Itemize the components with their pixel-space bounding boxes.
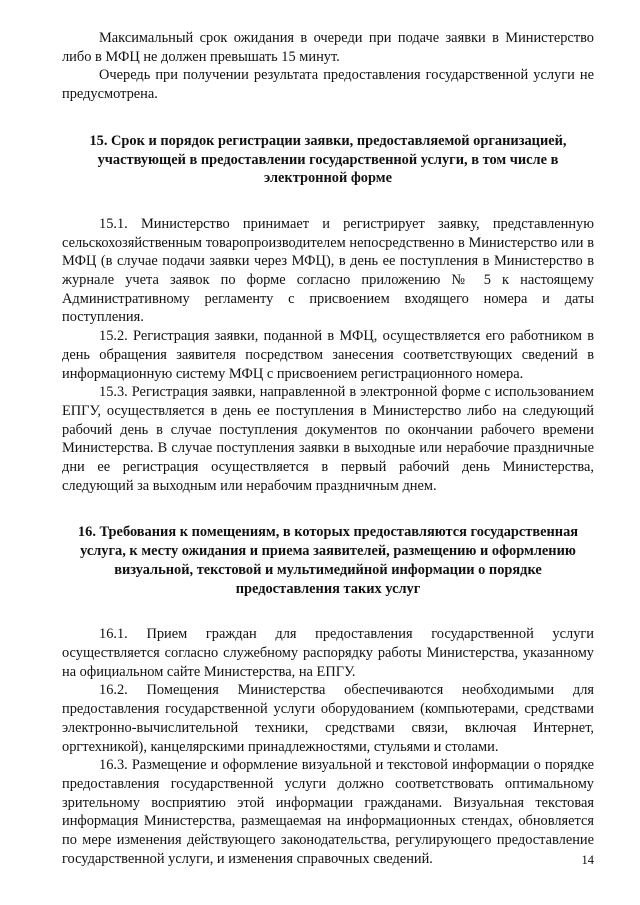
paragraph-16-1: 16.1. Прием граждан для предоставления государственной услуги осуществляется согласно служебному распорядку работы Министерства, указанному на официальном сайте Министерства, на ЕПГУ.: [62, 626, 594, 680]
paragraph-15-1: 15.1. Министерство принимает и регистрирует заявку, представленную сельскохозяйственным товаропроизводителем непосредственно в Министерство или в МФЦ (в случае подачи заявки через МФЦ), в день ее поступления в Министерство в журнале учета заявок по форме согласно приложению № 5 к настоящему Административному регламенту с присвоением входящего номера и даты поступления.: [62, 215, 594, 326]
section-heading-15: 15. Срок и порядок регистрации заявки, предоставляемой организацией, участвующей в предоставлении государственной услуги, в том числе в электронной форме: [89, 132, 567, 187]
paragraph-16-3: 16.3. Размещение и оформление визуальной и текстовой информации о порядке предоставления государственной услуги должно соответствовать оптимальному зрительному восприятию этой информации гражданами. Визуальная текстовая информация Министерства, размещаемая на информационных стендах, обновляется по мере изменения действующего законодательства, регулирующего предоставление государственной услуги, и изменения справочных сведений.: [62, 757, 594, 867]
paragraph-queue-result: Очередь при получении результата предоставления государственной услуги не предусмотрена.: [62, 67, 594, 103]
paragraph-wait-time: Максимальный срок ожидания в очереди при подаче заявки в Министерство либо в МФЦ не должен превышать 15 минут.: [62, 30, 594, 65]
page-number: 14: [581, 853, 594, 867]
document-body: [62, 29, 594, 868]
paragraph-15-2: 15.2. Регистрация заявки, поданной в МФЦ, осуществляется его работником в день обращения заявителя посредством занесения соответствующих сведений в информационную систему МФЦ с присвоением регистрационного номера.: [62, 328, 594, 382]
paragraph-16-2: 16.2. Помещения Министерства обеспечиваются необходимыми для предоставления государственной услуги оборудованием (компьютерами, средствами электронно-вычислительной техники, средствами связи, включая Интернет, оргтехникой), канцелярскими принадлежностями, стульями и столами.: [62, 682, 594, 755]
section-heading-16: 16. Требования к помещениям, в которых предоставляются государственная услуга, к месту ожидания и приема заявителей, размещению и оформлению визуальной, текстовой и мультимедийной информации о порядке предоставления таких услуг: [77, 524, 579, 597]
paragraph-15-3: 15.3. Регистрация заявки, направленной в электронной форме с использованием ЕПГУ, осуществляется в день ее поступления в Министерство либо на следующий рабочий день в случае поступления документов по окончании рабочего времени Министерства. В случае поступления заявки в выходные или нерабочие праздничные дни ее регистрация осуществляется в первый рабочий день Министерства, следующий за выходным или нерабочим праздничным днем.: [62, 384, 594, 494]
